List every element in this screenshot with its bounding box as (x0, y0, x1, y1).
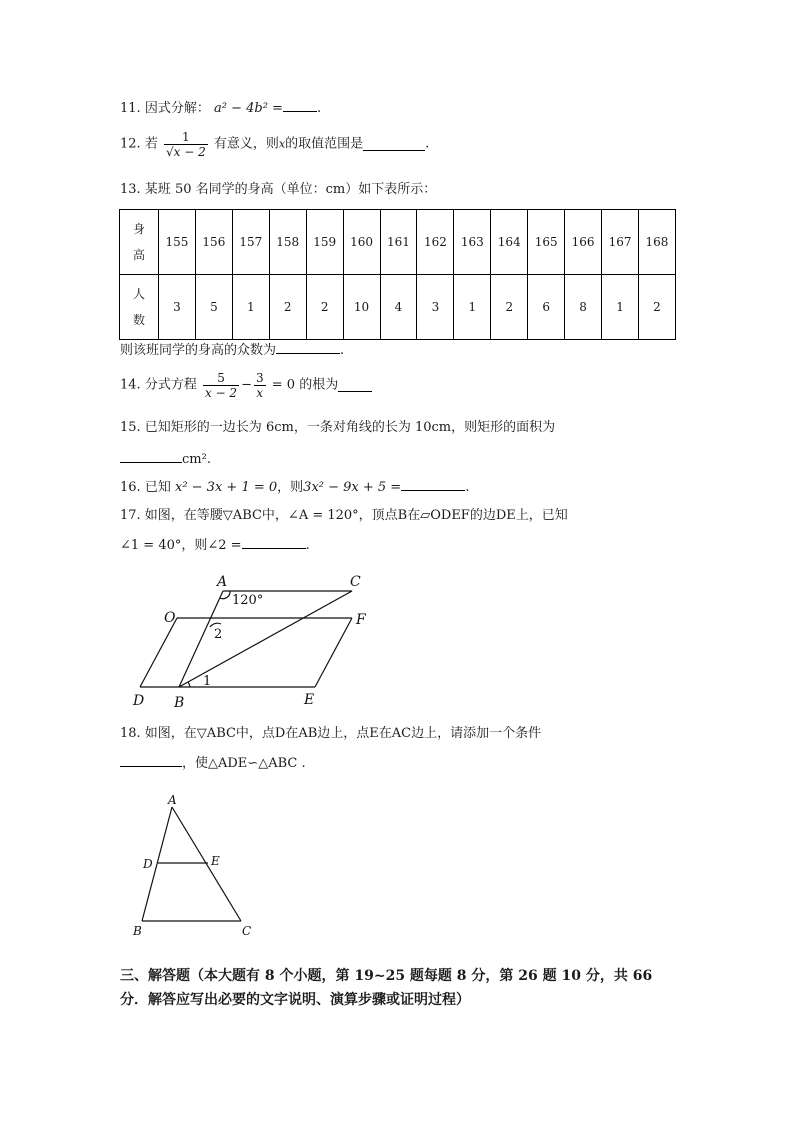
q12-variable: x (278, 137, 286, 151)
count-cell: 2 (491, 275, 528, 340)
q11-prefix: 因式分解： (144, 101, 210, 116)
q12-fraction-denominator: √x − 2 (165, 145, 206, 159)
height-cell: 163 (454, 210, 491, 275)
q14-f2-denominator: x (256, 386, 264, 400)
height-cell: 156 (195, 210, 232, 275)
label-O: O (164, 610, 176, 626)
q16-answer-blank (401, 478, 465, 491)
question-15-line1: 15. 已知矩形的一边长为 6cm，一条对角线的长为 10cm，则矩形的面积为 (120, 420, 556, 435)
label-A: A (168, 793, 177, 807)
q11-expression: a² − 4b² = (213, 101, 283, 116)
question-17-line2 (120, 536, 310, 555)
line-FE (315, 618, 352, 687)
count-cell: 1 (232, 275, 269, 340)
count-cell: 6 (528, 275, 565, 340)
height-cell: 165 (528, 210, 565, 275)
count-cell: 8 (565, 275, 602, 340)
q11-answer-blank (283, 99, 317, 112)
q13-question-text: 则该班同学的身高的众数为 (120, 343, 277, 358)
height-row-label (120, 210, 159, 275)
count-row (120, 275, 676, 340)
row-label-char: 数 (132, 313, 145, 327)
section-3-heading-line1: 三、解答题（本大题有 8 个小题，第 19~25 题每题 8 分，第 26 题 10 分，共 66 (120, 968, 653, 984)
q16-number: 16. (120, 480, 141, 495)
q12-suffix: 的取值范围是 (285, 136, 364, 152)
q14-equation-rest: = 0 的根为 (271, 377, 339, 393)
q18-line2-text: ，使△ADE∽△ABC . (182, 756, 306, 771)
q17-parallelogram-figure (130, 572, 370, 712)
count-cell: 3 (159, 275, 196, 340)
label-E: E (211, 854, 220, 868)
count-row-label (120, 275, 159, 340)
height-cell: 166 (565, 210, 602, 275)
q12-fraction (164, 130, 208, 159)
height-cell: 155 (159, 210, 196, 275)
question-18-line2 (120, 754, 306, 773)
q12-prefix: 若 (144, 136, 158, 152)
row-label-char: 高 (132, 248, 145, 262)
q14-f1-denominator: x − 2 (204, 386, 238, 400)
q16-expression-1: x² − 3x + 1 = 0 (174, 480, 278, 495)
q17-prefix: ∠1 = 40°，则∠2 = (120, 538, 242, 553)
label-B: B (174, 695, 185, 711)
height-cell: 164 (491, 210, 528, 275)
q12-mid: 有意义，则 (213, 136, 279, 152)
count-cell: 1 (602, 275, 639, 340)
count-cell: 2 (306, 275, 343, 340)
label-angle-1: 1 (203, 674, 212, 689)
q14-fraction-2 (254, 371, 266, 400)
line-CB (179, 591, 352, 687)
q16-end: . (465, 480, 470, 495)
q13-answer-blank (276, 341, 340, 354)
line-AC (172, 807, 241, 921)
count-cell: 5 (195, 275, 232, 340)
height-row (120, 210, 676, 275)
label-E: E (304, 692, 315, 708)
label-C: C (242, 924, 252, 938)
q15-unit: cm². (182, 452, 211, 467)
q12-fraction-numerator: 1 (164, 130, 208, 145)
q12-end: . (425, 136, 430, 152)
q14-minus: − (241, 377, 252, 393)
q11-number: 11. (120, 101, 141, 116)
question-17-line1: 17. 如图，在等腰▽ABC中，∠A = 120°，顶点B在▱ODEF的边DE上，已知 (120, 508, 568, 523)
count-cell: 4 (380, 275, 417, 340)
count-cell: 1 (454, 275, 491, 340)
question-15-line2 (120, 450, 211, 469)
height-cell: 159 (306, 210, 343, 275)
label-C: C (350, 574, 361, 590)
line-OD (140, 618, 177, 687)
q11-end: . (316, 101, 322, 116)
q18-answer-blank (120, 754, 182, 767)
question-18-line1: 18. 如图，在▽ABC中，点D在AB边上，点E在AC边上，请添加一个条件 (120, 726, 542, 741)
q14-f1-numerator: 5 (203, 371, 239, 386)
section-3-heading-line2: 分．解答应写出必要的文字说明、演算步骤或证明过程） (120, 992, 470, 1008)
question-13-intro: 13. 某班 50 名同学的身高（单位：cm）如下表所示： (120, 182, 437, 197)
q16-mid: ，则 (277, 480, 304, 495)
height-cell: 168 (638, 210, 675, 275)
height-cell: 157 (232, 210, 269, 275)
height-cell: 161 (380, 210, 417, 275)
count-cell: 2 (638, 275, 675, 340)
q18-triangle-figure (128, 790, 263, 940)
q13-end: . (340, 343, 345, 358)
question-14 (120, 371, 372, 400)
q16-prefix: 已知 (144, 480, 171, 495)
row-label-char: 人 (132, 287, 145, 301)
label-D: D (143, 857, 153, 871)
q14-f2-numerator: 3 (255, 371, 264, 385)
height-cell: 158 (269, 210, 306, 275)
q16-expression-2: 3x² − 9x + 5 = (303, 480, 402, 495)
q17-end: . (305, 538, 310, 553)
q15-answer-blank (120, 450, 182, 463)
question-12 (120, 130, 429, 159)
q14-fraction-1 (203, 371, 239, 400)
count-cell: 2 (269, 275, 306, 340)
label-angle-120: 120° (232, 593, 264, 608)
q14-number: 14. (120, 377, 141, 393)
label-B: B (133, 924, 142, 938)
label-F: F (356, 612, 366, 628)
height-cell: 160 (343, 210, 380, 275)
height-table (119, 209, 676, 340)
question-11 (120, 99, 321, 118)
q14-answer-blank (338, 379, 372, 392)
count-cell: 3 (417, 275, 454, 340)
height-cell: 167 (602, 210, 639, 275)
height-cell: 162 (417, 210, 454, 275)
row-label-char: 身 (132, 222, 145, 236)
label-angle-2: 2 (214, 627, 223, 642)
angle-1-arc (188, 682, 190, 687)
question-13-ask (120, 341, 344, 360)
label-A: A (217, 574, 228, 590)
count-cell: 10 (343, 275, 380, 340)
label-D: D (133, 693, 145, 709)
q14-prefix: 分式方程 (144, 377, 197, 393)
q17-answer-blank (242, 536, 306, 549)
q12-number: 12. (120, 136, 141, 152)
q12-answer-blank (363, 138, 425, 151)
question-16 (120, 478, 469, 497)
